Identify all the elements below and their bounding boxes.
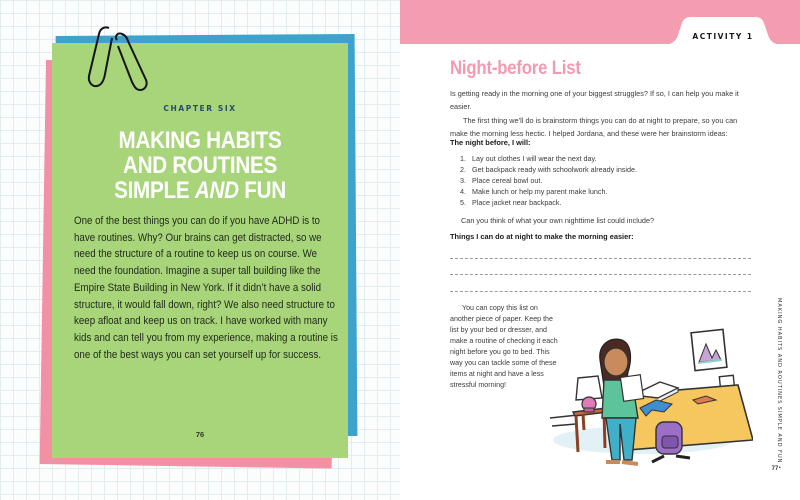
title-line-3	[73, 178, 328, 203]
write-in-line-2[interactable]	[450, 274, 751, 275]
list-item-text: Place jacket near backpack.	[472, 198, 562, 208]
write-in-line-3[interactable]	[450, 291, 751, 292]
title-word-simple: SIMPLE	[114, 177, 195, 204]
list-item	[460, 153, 740, 164]
night-before-list	[460, 153, 740, 208]
activity-title: Night-before List	[450, 58, 581, 79]
list-item-number: 5.	[460, 198, 466, 208]
title-word-and: AND	[194, 177, 239, 204]
chapter-title	[73, 128, 328, 203]
lamp	[576, 376, 602, 412]
worksheet-heading: Things I can do at night to make the morning easier:	[450, 232, 634, 241]
title-line-2: AND ROUTINES	[122, 152, 277, 179]
list-item-text: Place cereal bowl out.	[472, 176, 543, 186]
list-item-number: 4.	[460, 187, 466, 197]
chapter-label: CHAPTER SIX	[163, 104, 237, 113]
reflection-question: Can you think of what your own nighttime list could include?	[461, 216, 655, 225]
tip-paragraph	[450, 303, 558, 391]
running-head: MAKING HABITS AND ROUTINES SIMPLE AND FUN •	[776, 298, 782, 470]
page-number-right: 77	[771, 466, 779, 472]
bedroom-illustration	[548, 300, 753, 475]
title-word-fun: FUN	[238, 177, 286, 204]
page-number-left: 76	[195, 430, 205, 439]
title-line-1: MAKING HABITS	[118, 127, 282, 154]
list-item-number: 3.	[460, 176, 466, 186]
tip-text: You can copy this list on another piece of paper. Keep the list by your bed or dresser, and make a routine of checking it each night before you go to bed. This way you can tackle some of these items at night and have a less stressful morning!	[450, 304, 558, 389]
list-item-text: Get backpack ready with schoolwork already inside.	[472, 165, 637, 175]
list-item	[460, 175, 740, 186]
list-item-number: 1.	[460, 154, 466, 163]
list-item	[460, 197, 740, 208]
list-heading: The night before, I will:	[450, 138, 531, 147]
intro-paragraph-1: Is getting ready in the morning one of your biggest struggles? If so, I can help you make it easier.	[450, 89, 739, 112]
list-item-text: Lay out clothes I will wear the next day.	[472, 154, 597, 163]
list-item	[460, 186, 740, 197]
list-item-text: Make lunch or help my parent make lunch.	[472, 187, 608, 197]
wall-picture	[691, 329, 727, 370]
list-item	[460, 164, 740, 175]
list-item-number: 2.	[460, 165, 466, 175]
chapter-intro-paragraph: One of the best things you can do if you have ADHD is to have routines. Why? Our brains can get distracted, so we need the structure of a routine to keep us on course. We need the foundation. Imagine a super tall building like the Empire State Building in New York. If it didn’t have a solid structure, it would fall down, right? We also need structure to keep afloat and keep us on track. I have worked with many kids and can tell you from my experience, making a routine is one of the best ways you can set yourself up for success.	[74, 215, 338, 361]
activity-intro	[450, 87, 750, 140]
paperclip-icon	[84, 24, 154, 96]
activity-tab-label: ACTIVITY 1	[692, 32, 754, 41]
write-in-line-1[interactable]	[450, 258, 751, 259]
intro-paragraph-2: The first thing we’ll do is brainstorm things you can do at night to prepare, so you can make the morning less hectic. I helped Jordana, and these were her brainstorm ideas:	[450, 115, 738, 138]
